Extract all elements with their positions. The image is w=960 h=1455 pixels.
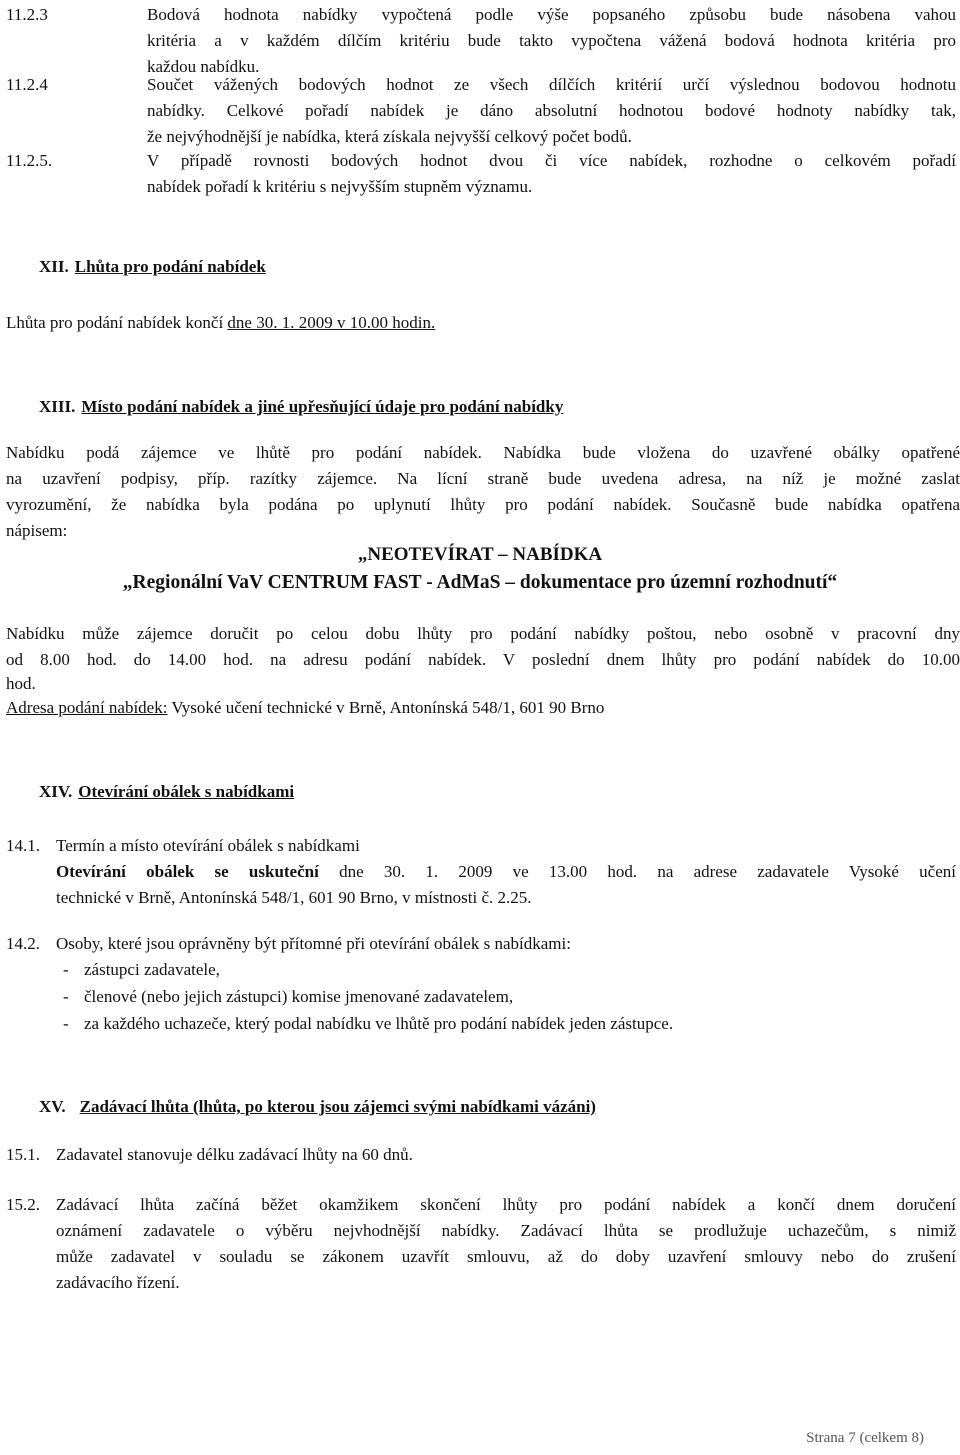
- submission-address: [6, 695, 960, 721]
- list-item: [63, 984, 513, 1010]
- clause-line: může zadavatel v souladu se zákonem uzavřít smlouvu, až do doby uzavření smlouvy nebo do zrušení: [56, 1247, 956, 1266]
- envelope-label-line-1: „NEOTEVÍRAT – NABÍDKA: [357, 544, 603, 565]
- clause-line: kritéria a v každém dílčím kritériu bude takto vypočtena vážená bodová hodnota kritéria pro: [147, 31, 956, 50]
- clause-number: 11.2.5.: [6, 151, 53, 170]
- clause-number: 11.2.4: [6, 75, 48, 94]
- section-number: XII.: [39, 257, 69, 276]
- clause-line: že nejvýhodnější je nabídka, která získala nejvyšší celkový počet bodů.: [147, 127, 632, 146]
- clause-number: 15.1.: [6, 1145, 40, 1164]
- paragraph-line: na uzavření podpisy, příp. razítky zájemce. Na lícní straně bude uvedena adresa, na níž je možné zaslat: [6, 469, 960, 488]
- paragraph-line: Nabídku může zájemce doručit po celou dobu lhůty pro podání nabídky poštou, nebo osobně v pracovní dny: [6, 624, 960, 643]
- clause-line: zadávacího řízení.: [56, 1273, 180, 1292]
- clause-line: Termín a místo otevírání obálek s nabídkami: [56, 836, 360, 855]
- section-heading-xv: [39, 1094, 596, 1120]
- page-number-footer: Strana 7 (celkem 8): [806, 1430, 924, 1446]
- clause-line: oznámení zadavatele o výběru nejvhodnější nabídky. Zadávací lhůta se prodlužuje uchazečům, s nimiž: [56, 1221, 956, 1240]
- list-item-text: členové (nebo jejich zástupci) komise jmenované zadavatelem,: [84, 987, 514, 1006]
- paragraph-line: hod.: [6, 674, 36, 693]
- section-heading-xii: [39, 254, 266, 280]
- list-item: [63, 957, 220, 983]
- section-title: Zadávací lhůta (lhůta, po kterou jsou zájemci svými nabídkami vázáni): [79, 1097, 596, 1116]
- clause-line-rest: dne 30. 1. 2009 ve 13.00 hod. na adrese zadavatele Vysoké učení: [318, 862, 956, 881]
- section-title: Lhůta pro podání nabídek: [74, 257, 266, 276]
- clause-line: technické v Brně, Antonínská 548/1, 601 90 Brno, v místnosti č. 2.25.: [56, 888, 532, 907]
- deadline-prefix: Lhůta pro podání nabídek končí: [6, 313, 228, 332]
- section-title: Místo podání nabídek a jiné upřesňující údaje pro podání nabídky: [81, 397, 564, 416]
- clause-line: [56, 859, 956, 885]
- list-dash: -: [63, 987, 69, 1006]
- address-value: Vysoké učení technické v Brně, Antonínská 548/1, 601 90 Brno: [167, 698, 605, 717]
- clause-line: nabídek pořadí k kritériu s nejvyšším stupněm významu.: [147, 177, 533, 196]
- list-item-text: za každého uchazeče, který podal nabídku ve lhůtě pro podání nabídek jeden zástupce.: [84, 1014, 674, 1033]
- clause-line: Bodová hodnota nabídky vypočtená podle výše popsaného způsobu bude násobena vahou: [147, 5, 956, 24]
- paragraph-line: Nabídku podá zájemce ve lhůtě pro podání nabídek. Nabídka bude vložena do uzavřené obálky opatřené: [6, 443, 960, 462]
- clause-line: V případě rovnosti bodových hodnot dvou či více nabídek, rozhodne o celkovém pořadí: [147, 151, 956, 170]
- section-heading-xiii: [39, 394, 563, 420]
- clause-line: Zadavatel stanovuje délku zadávací lhůty na 60 dnů.: [56, 1145, 413, 1164]
- list-item-text: zástupci zadavatele,: [84, 960, 220, 979]
- deadline-date: dne 30. 1. 2009 v 10.00 hodin.: [227, 313, 436, 332]
- clause-number: 15.2.: [6, 1195, 40, 1214]
- clause-line: Součet vážených bodových hodnot ze všech dílčích kritérií určí výslednou bodovou hodnotu: [147, 75, 956, 94]
- clause-line: každou nabídku.: [147, 57, 260, 76]
- envelope-label-line-2: „Regionální VaV CENTRUM FAST - AdMaS – dokumentace pro územní rozhodnutí“: [122, 572, 838, 593]
- section-title: Otevírání obálek s nabídkami: [78, 782, 295, 801]
- list-dash: -: [63, 960, 69, 979]
- list-dash: -: [63, 1014, 69, 1033]
- section-number: XIII.: [39, 397, 76, 416]
- clause-number: 11.2.3: [6, 5, 48, 24]
- clause-number: 14.2.: [6, 934, 40, 953]
- paragraph-line: vyrozumění, že nabídka byla podána po uplynutí lhůty pro podání nabídek. Současně bude nabídka opatřena: [6, 495, 960, 514]
- paragraph-line: od 8.00 hod. do 14.00 hod. na adresu podání nabídek. V poslední dnem lhůty pro podání nabídek do 10.00: [6, 650, 960, 669]
- deadline-text: [6, 310, 960, 336]
- clause-line: nabídky. Celkové pořadí nabídek je dáno absolutní hodnotou bodové hodnoty nabídky tak,: [147, 101, 956, 120]
- clause-line: Zadávací lhůta začíná běžet okamžikem skončení lhůty pro podání nabídek a končí dnem doručení: [56, 1195, 956, 1214]
- paragraph-line: nápisem:: [6, 521, 68, 540]
- address-label: Adresa podání nabídek:: [6, 698, 168, 717]
- section-heading-xiv: [39, 779, 294, 805]
- list-item: [63, 1011, 673, 1037]
- section-number: XV.: [39, 1097, 66, 1116]
- section-number: XIV.: [39, 782, 73, 801]
- clause-line: Osoby, které jsou oprávněny být přítomné při otevírání obálek s nabídkami:: [56, 934, 571, 953]
- clause-number: 14.1.: [6, 836, 40, 855]
- clause-bold-phrase: Otevírání obálek se uskuteční: [56, 862, 319, 881]
